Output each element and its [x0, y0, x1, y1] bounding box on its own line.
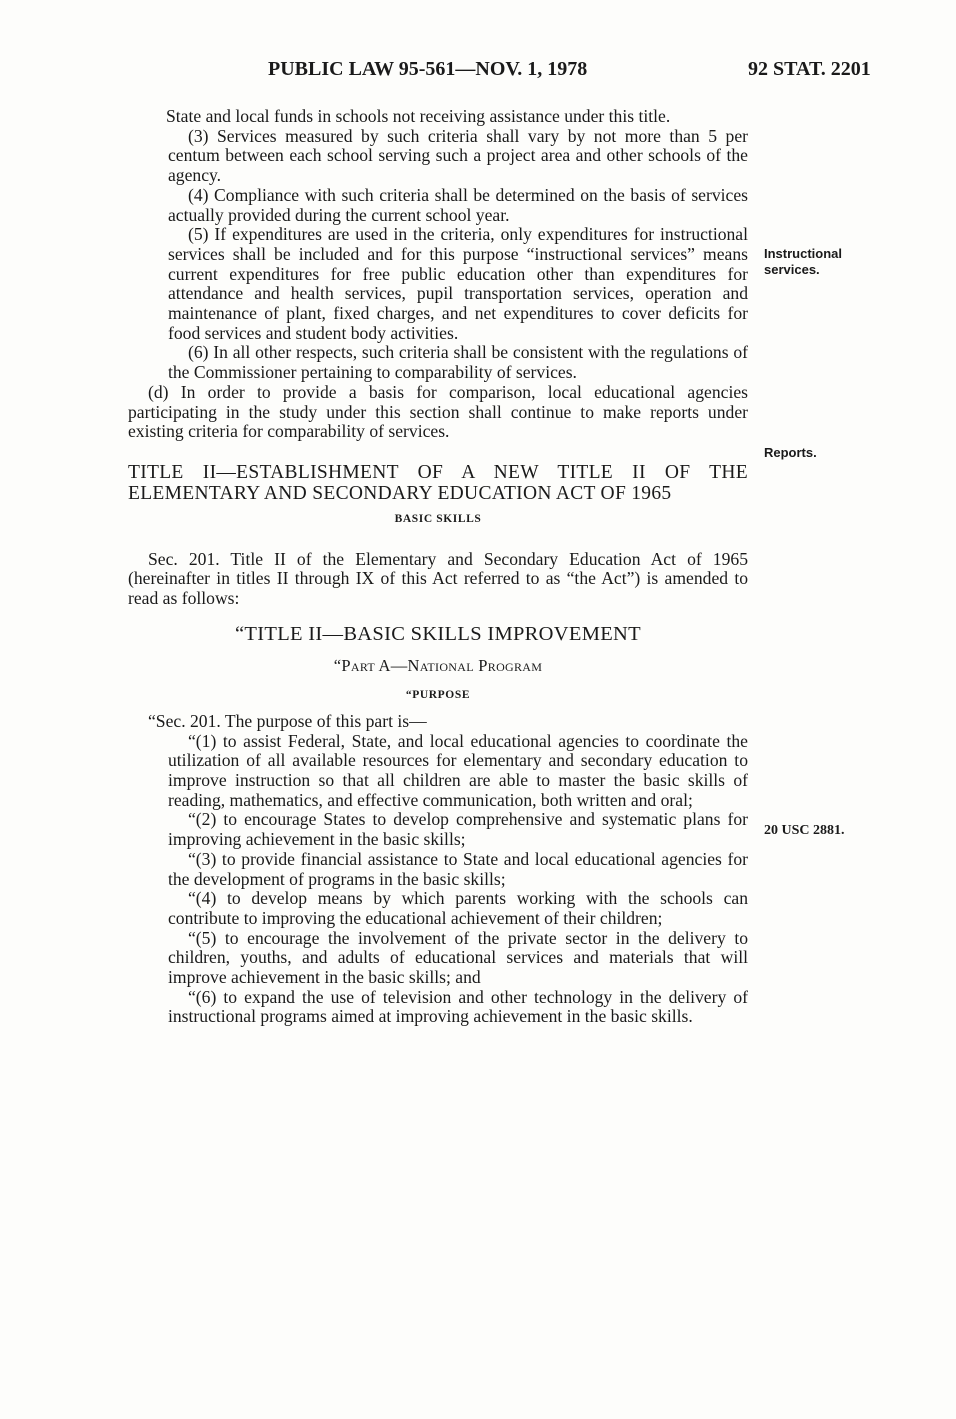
purpose-heading: “PURPOSE: [405, 689, 471, 702]
purpose-item-5: “(5) to encourage the involvement of the private sector in the delivery to children, youths, and adults of educational services and materials that will improve achievement in the basic skills; and: [168, 927, 748, 988]
margin-note-reports: Reports.: [764, 445, 817, 460]
basic-skills-heading: BASIC SKILLS: [394, 512, 482, 525]
purpose-item-4: “(4) to develop means by which parents working with the schools can contribute to improving the educational achievement of their children;: [168, 888, 748, 928]
paragraph-4: (4) Compliance with such criteria shall be determined on the basis of services actually provided during the current school year.: [168, 184, 748, 225]
title-ii-heading: TITLE II—ESTABLISHMENT OF A NEW TITLE II OF THE ELEMENTARY AND SECONDARY EDUCATION ACT OF 1965: [128, 461, 748, 504]
paragraph-d: (d) In order to provide a basis for comparison, local educational agencies participating in the study under this section shall continue to make reports under existing criteria for comparability of services.: [128, 381, 748, 442]
paragraph-continuation: State and local funds in schools not receiving assistance under this title.: [166, 106, 671, 126]
purpose-item-1: “(1) to assist Federal, State, and local educational agencies to coordinate the utilization of all available resources for elementary and secondary education to improve instruction so that all children are able to master the basic skills of reading, mathematics, and effective communication, both written and oral;: [168, 730, 748, 810]
basic-skills-improvement-title: “TITLE II—BASIC SKILLS IMPROVEMENT: [235, 622, 641, 645]
paragraph-6: (6) In all other respects, such criteria shall be consistent with the regulations of the Commissioner pertaining to comparability of services.: [168, 342, 748, 383]
purpose-item-3: “(3) to provide financial assistance to State and local educational agencies for the development of programs in the basic skills;: [168, 848, 748, 889]
margin-note-instructional: Instructional services.: [764, 246, 843, 277]
document-body: [128, 107, 748, 1027]
paragraph-3: (3) Services measured by such criteria shall vary by not more than 5 per centum between each school serving such a project area and other schools of the agency.: [168, 125, 748, 186]
purpose-item-2: “(2) to encourage States to develop comprehensive and systematic plans for improving achievement in the basic skills;: [168, 809, 748, 850]
running-header-stat: 92 STAT. 2201: [748, 58, 871, 80]
running-header-title: PUBLIC LAW 95-561—NOV. 1, 1978: [268, 58, 588, 80]
paragraph-5: (5) If expenditures are used in the criteria, only expenditures for instructional services shall be included and for this purpose “instructional services” means current expenditures for free public education other than expenditures for attendance and health services, pupil transportation services, operation and maintenance of plant, fixed charges, and net expenditures to cover deficits for food services and student body activities.: [168, 224, 748, 343]
part-a-heading: “Part A—National Program: [333, 656, 543, 676]
purpose-item-6: “(6) to expand the use of television and other technology in the delivery of instructional programs aimed at improving achievement in the basic skills.: [168, 986, 748, 1027]
margin-note-usc: 20 USC 2881.: [764, 823, 845, 838]
section-201-intro: Sec. 201. Title II of the Elementary and Secondary Education Act of 1965 (hereinafter in titles II through IX of this Act referred to as “the Act”) is amended to read as follows:: [128, 548, 748, 609]
section-201-purpose: “Sec. 201. The purpose of this part is—: [148, 710, 427, 731]
